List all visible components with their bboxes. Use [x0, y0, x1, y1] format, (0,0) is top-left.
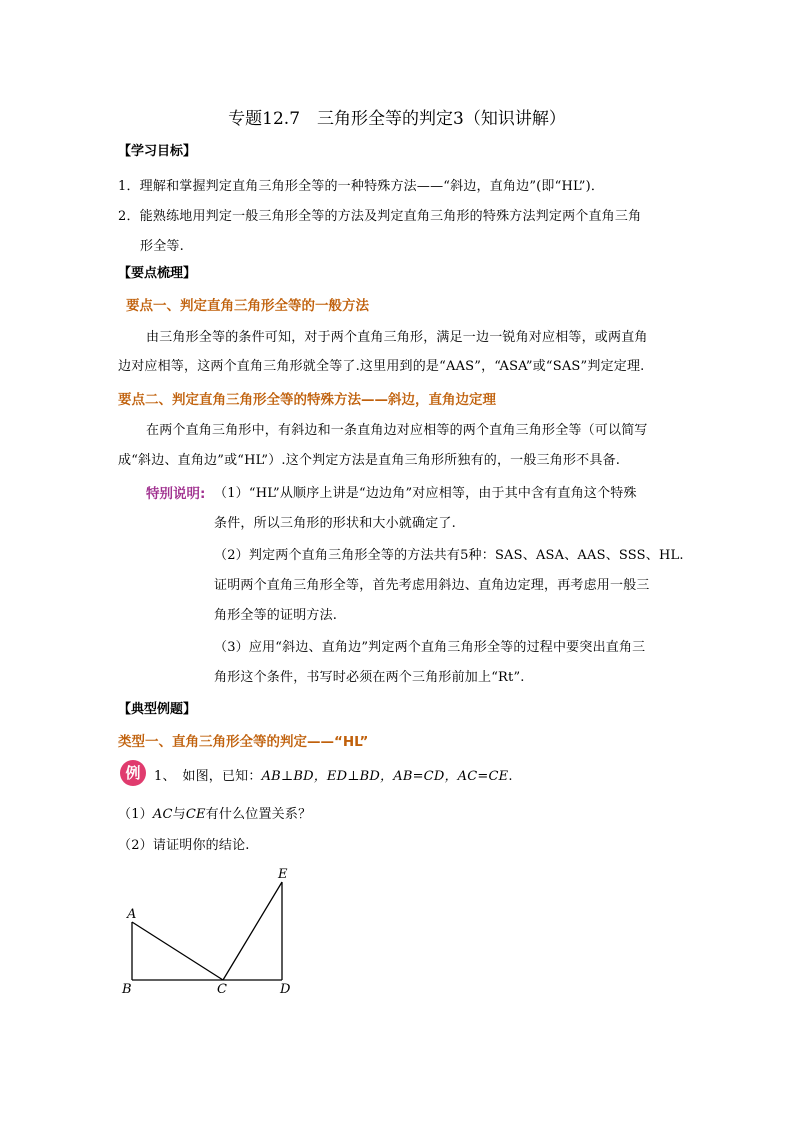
keypoint-1-line2: 边对应相等，这两个直角三角形就全等了.这里用到的是“AAS”，“ASA”或“SAS”判定定理.: [118, 359, 645, 374]
question-1-ce: CE: [185, 807, 206, 822]
goal-2-line2: 形全等.: [140, 239, 184, 254]
label-a: A: [127, 907, 137, 922]
examples-header: 【典型例题】: [118, 702, 197, 717]
label-c: C: [217, 982, 227, 997]
keypoint-2-line1: 在两个直角三角形中，有斜边和一条直角边对应相等的两个直角三角形全等（可以简写: [146, 423, 648, 438]
goals-header: 【学习目标】: [118, 144, 197, 159]
keypoint-2-title: 要点二、判定直角三角形全等的特殊方法——斜边，直角边定理: [118, 392, 496, 408]
example-1-end: .: [508, 769, 513, 784]
goal-2-line1: 2．能熟练地用判定一般三角形全等的方法及判定直角三角形的特殊方法判定两个直角三角: [118, 209, 642, 224]
note-1-line1: （1）“HL”从顺序上讲是“边边角”对应相等，由于其中含有直角这个特殊: [214, 486, 637, 501]
label-b: B: [122, 982, 132, 997]
goal-1: 1．理解和掌握判定直角三角形全等的一种特殊方法——“斜边，直角边”(即“HL”)．: [118, 179, 605, 194]
keypoints-header: 【要点梳理】: [118, 266, 197, 281]
example-badge: 例: [120, 760, 146, 786]
example-1-math: AB⊥BD，ED⊥BD，AB=CD，AC=CE: [261, 769, 509, 784]
label-e: E: [278, 867, 288, 882]
geometry-figure: [110, 860, 310, 1000]
note-label: 特别说明:: [146, 486, 206, 502]
example-1-prefix: 1、 如图，已知：: [154, 769, 262, 784]
keypoint-2-line2: 成“斜边、直角边”或“HL”）.这个判定方法是直角三角形所独有的，一般三角形不具备.: [118, 453, 621, 468]
question-1-ac: AC: [152, 807, 173, 822]
segment-ce: [223, 882, 282, 980]
note-1-line2: 条件，所以三角形的形状和大小就确定了.: [214, 516, 456, 531]
note-3-line1: （3）应用“斜边、直角边”判定两个直角三角形全等的过程中要突出直角三: [214, 640, 646, 655]
label-d: D: [280, 982, 291, 997]
question-1: [118, 803, 311, 822]
keypoint-1-title: 要点一、判定直角三角形全等的一般方法: [126, 298, 369, 314]
question-2: （2）请证明你的结论.: [118, 838, 250, 853]
type-1-title: 类型一、直角三角形全等的判定——“HL”: [118, 734, 369, 750]
example-1-statement: [154, 765, 513, 784]
segment-ac: [132, 922, 223, 980]
note-2-line1: （2）判定两个直角三角形全等的方法共有5种：SAS、ASA、AAS、SSS、HL.: [214, 548, 684, 563]
keypoint-1-line1: 由三角形全等的条件可知，对于两个直角三角形，满足一边一锐角对应相等，或两直角: [146, 330, 648, 345]
question-1-mid: 与: [172, 807, 186, 822]
question-1-end: 有什么位置关系？: [205, 807, 312, 822]
page-title: 专题12.7 三角形全等的判定3（知识讲解）: [228, 109, 566, 129]
note-3-line2: 角形这个条件，书写时必须在两个三角形前加上“Rt”.: [214, 670, 525, 685]
note-2-line3: 角形全等的证明方法.: [214, 608, 338, 623]
note-2-line2: 证明两个直角三角形全等，首先考虑用斜边、直角边定理，再考虑用一般三: [214, 578, 650, 593]
question-1-prefix: （1）: [118, 807, 153, 822]
